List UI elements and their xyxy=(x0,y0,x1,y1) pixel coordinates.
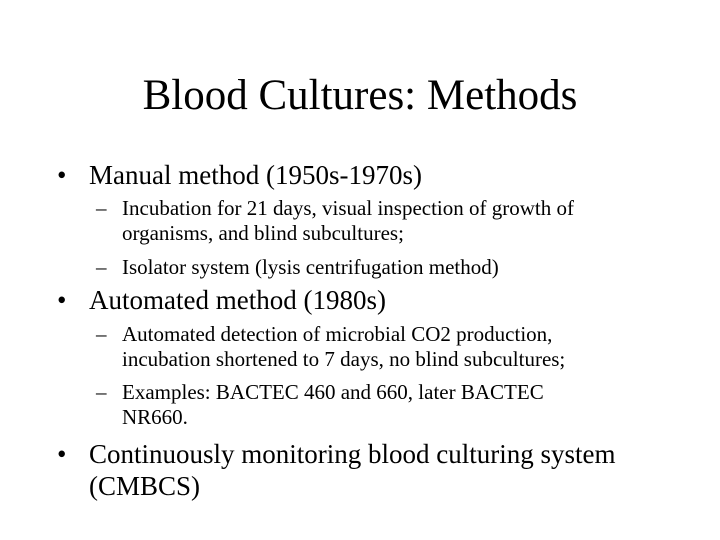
sub-bullet-incubation xyxy=(96,196,682,246)
sub-bullet-text: NR660. xyxy=(122,405,188,429)
bullet-text: Automated method (1980s) xyxy=(89,285,386,315)
bullet-automated-method xyxy=(57,284,689,316)
bullet-text: (CMBCS) xyxy=(89,471,201,501)
sub-bullet-text: Isolator system (lysis centrifugation method) xyxy=(122,255,499,279)
bullet-mark: • xyxy=(57,160,67,190)
dash-mark: – xyxy=(96,196,107,220)
bullet-continuous-monitoring xyxy=(57,438,689,502)
bullet-manual-method xyxy=(57,159,689,191)
dash-mark: – xyxy=(96,322,107,346)
bullet-text: Continuously monitoring blood culturing system xyxy=(89,439,616,469)
sub-bullet-isolator xyxy=(96,255,682,280)
bullet-text: Manual method (1950s-1970s) xyxy=(89,160,422,190)
slide-title: Blood Cultures: Methods xyxy=(142,72,578,119)
dash-mark: – xyxy=(96,380,107,404)
bullet-mark: • xyxy=(57,439,67,469)
sub-bullet-text: Automated detection of microbial CO2 production, xyxy=(122,322,553,346)
sub-bullet-automated-detection xyxy=(96,322,682,372)
sub-bullet-text: Examples: BACTEC 460 and 660, later BACTEC xyxy=(122,380,544,404)
sub-bullet-text: organisms, and blind subcultures; xyxy=(122,221,404,245)
bullet-mark: • xyxy=(57,285,67,315)
sub-bullet-examples xyxy=(96,380,682,430)
sub-bullet-text: Incubation for 21 days, visual inspection of growth of xyxy=(122,196,574,220)
sub-bullet-text: incubation shortened to 7 days, no blind subcultures; xyxy=(122,347,566,371)
dash-mark: – xyxy=(96,255,107,279)
